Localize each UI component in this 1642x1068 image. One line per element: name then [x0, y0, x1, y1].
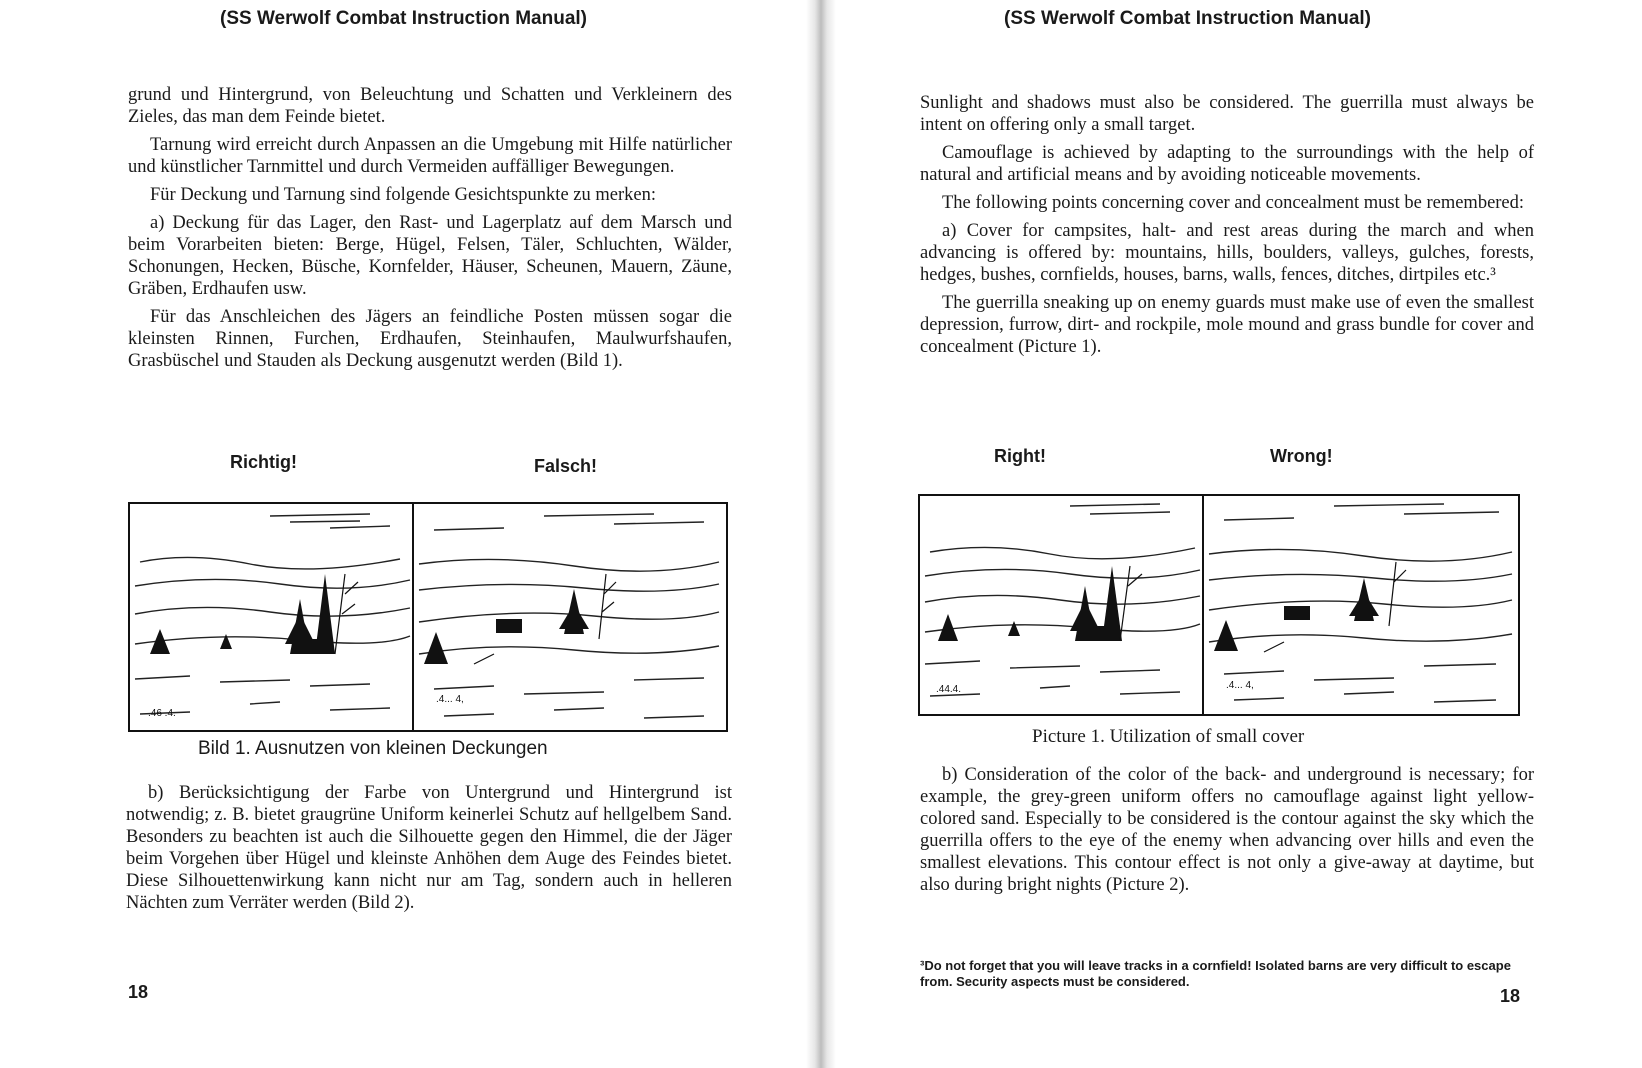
left-page: [0, 0, 806, 1068]
right-figure-label-correct: Right!: [994, 446, 1046, 466]
right-page-body-b: [920, 764, 1534, 902]
svg-text:.4... 4,: .4... 4,: [436, 694, 464, 705]
right-paragraph-4: a) Cover for campsites, halt- and rest areas during the march and when advancing is offered by: mountains, hills, boulders, valleys, gulches, forests, hedges, bushes, cornfields, houses, barns, walls, fences, ditches, dirtpiles etc.³: [920, 221, 1534, 285]
left-paragraph-2: Tarnung wird erreicht durch Anpassen an die Umgebung mit Hilfe natürlicher und künstlicher Tarnmittel und durch Vermeiden auffälliger Bewegungen.: [128, 135, 732, 177]
right-paragraph-3: The following points concerning cover and concealment must be remembered:: [942, 193, 1525, 213]
left-page-header: (SS Werwolf Combat Instruction Manual): [220, 8, 587, 29]
left-paragraph-4: a) Deckung für das Lager, den Rast- und Lagerplatz auf dem Marsch und beim Vorarbeiten bieten: Berge, Hügel, Felsen, Täler, Schluchten, Wälder, Schonungen, Hecken, Büsche, Kornfelder, Häuser, Scheunen, Mauern, Zäune, Gräben, Erdhaufen usw.: [128, 213, 732, 299]
svg-text:.46 .4.: .46 .4.: [148, 708, 176, 719]
left-figure-caption: Bild 1. Ausnutzen von kleinen Deckungen: [198, 738, 548, 759]
left-paragraph-b: b) Berücksichtigung der Farbe von Untergrund und Hintergrund ist notwendig; z. B. bietet graugrüne Uniform keinerlei Schutz auf hellgelbem Sand. Besonders zu beachten ist auch die Silhouette gegen den Himmel, die der Jäger beim Vorgehen über Hügel und kleinste Anhöhen dem Auge des Feindes bietet. Diese Silhouettenwirkung kann nicht nur am Tag, sondern auch in helleren Nächten zum Verräter werden (Bild 2).: [126, 783, 732, 913]
right-page-header: (SS Werwolf Combat Instruction Manual): [1004, 8, 1371, 29]
left-figure-panel-wrong: [414, 504, 726, 730]
book-gutter: [806, 0, 836, 1068]
right-figure-caption: Picture 1. Utilization of small cover: [1032, 726, 1305, 747]
left-page-body-b: [126, 782, 732, 920]
left-page-number: 18: [128, 982, 149, 1002]
left-figure-illustration: [128, 502, 728, 732]
right-figure-label-wrong: Wrong!: [1270, 446, 1333, 466]
right-page-number: 18: [1500, 986, 1521, 1006]
right-paragraph-2: Camouflage is achieved by adapting to the surroundings with the help of natural and artificial means and by avoiding noticeable movements.: [920, 143, 1534, 185]
right-page-footnote: ³Do not forget that you will leave tracks in a cornfield! Isolated barns are very difficult to escape from. Security aspects must be considered.: [920, 958, 1511, 989]
left-paragraph-5: Für das Anschleichen des Jägers an feindliche Posten müssen sogar die kleinsten Rinnen, Furchen, Erdhaufen, Steinhaufen, Maulwurfshaufen, Grasbüschel und Stauden als Deckung ausgenutzt werden (Bild 1).: [128, 307, 732, 371]
left-paragraph-1: grund und Hintergrund, von Beleuchtung und Schatten und Verkleinern des Zieles, das man dem Feinde bietet.: [128, 85, 732, 127]
svg-text:.4... 4,: .4... 4,: [1226, 680, 1254, 691]
left-figure-label-wrong: Falsch!: [534, 456, 598, 476]
right-figure-panel-wrong: [1204, 496, 1518, 714]
right-paragraph-1: Sunlight and shadows must also be considered. The guerrilla must always be intent on offering only a small target.: [920, 93, 1534, 135]
right-paragraph-5: The guerrilla sneaking up on enemy guards must make use of even the smallest depression, furrow, dirt- and rockpile, mole mound and grass bundle for cover and concealment (Picture 1).: [920, 293, 1534, 357]
left-paragraph-3: Für Deckung und Tarnung sind folgende Gesichtspunkte zu merken:: [150, 185, 656, 205]
right-page-body: [920, 92, 1534, 364]
right-page: [836, 0, 1642, 1068]
left-figure-label-correct: Richtig!: [230, 452, 297, 472]
right-figure-illustration: [918, 494, 1520, 716]
right-paragraph-b: b) Consideration of the color of the back- and underground is necessary; for example, the grey-green uniform offers no camouflage against light yellow-colored sand. Especially to be considered is the contour against the sky which the guerrilla offers to the eye of the enemy when advancing over hills and even the smallest elevations. This contour effect is not only a give-away at daytime, but also during bright nights (Picture 2).: [920, 765, 1534, 895]
left-figure-panel-correct: [130, 504, 412, 730]
left-page-body: [128, 84, 732, 378]
right-figure-panel-correct: [920, 496, 1202, 714]
svg-text:.44.4.: .44.4.: [936, 684, 962, 695]
